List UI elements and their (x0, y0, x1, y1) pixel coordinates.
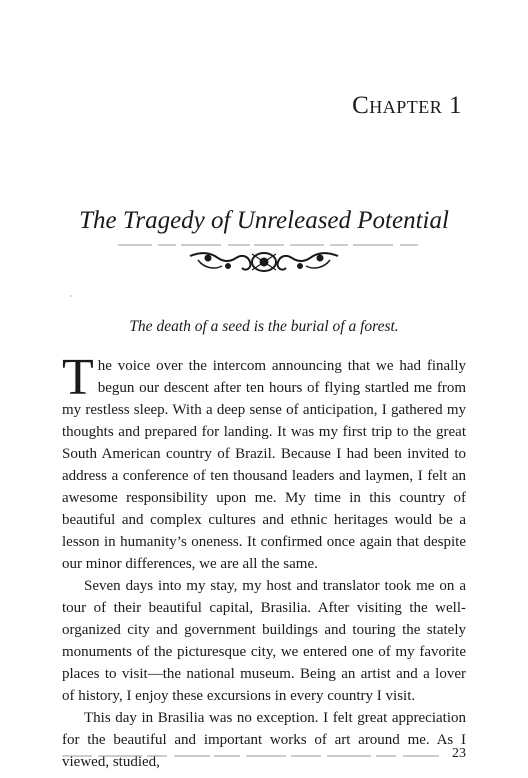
ornament-flourish-icon (188, 248, 340, 278)
page-number: 23 (452, 746, 466, 761)
paragraph-text: he voice over the intercom announcing that we had finally begun our descent after ten hours of flying startled me from my restless sleep. With a deep sense of anticipation, I gathered my thoughts and prepared for landing. It was my first trip to the great South American country of Brazil. Because I had been invited to address a conference of ten thousand leaders and laymen, I felt an awesome responsibility upon me. My time in this country of beautiful and complex cultures and ethnic heritages would be a lesson in humanity’s oneness. It confirmed once again that despite our minor differences, we are all the same. (62, 358, 466, 572)
chapter-label: Chapter 1 (352, 92, 462, 119)
epigraph: The death of a seed is the burial of a forest. (129, 318, 399, 335)
paragraph: Seven days into my stay, my host and translator took me on a tour of their beautiful capital, Brasilia. After visiting the well-organized city and government buildings and touring the stately monuments of the picturesque city, we entered one of my favorite places to visit—the national museum. Being an artist and a lover of history, I enjoy these excursions in every country I visit. (62, 578, 466, 704)
margin-dot (70, 295, 72, 297)
footer-divider-rule (62, 755, 442, 757)
paragraph (62, 349, 466, 575)
body-text (62, 349, 466, 773)
drop-cap: T (62, 349, 94, 406)
title-divider-rule (118, 244, 418, 246)
paragraph: This day in Brasilia was no exception. I felt great appreciation for the beautiful and important works of art around me. As I viewed, studied, (62, 710, 466, 770)
chapter-heading (352, 92, 462, 120)
chapter-title: The Tragedy of Unreleased Potential (79, 207, 449, 234)
